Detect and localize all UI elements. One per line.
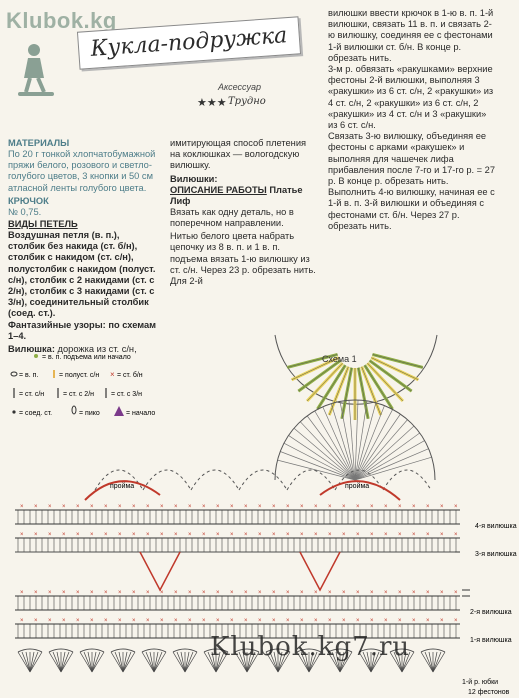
row-sc-mark: ×: [132, 504, 136, 510]
row-sc-mark: ×: [104, 590, 108, 596]
festoons-label: 12 фестонов: [468, 689, 510, 696]
lower-fan-stitch: [355, 406, 384, 480]
scallop-continued: имитирующая способ плетения на коклюшках — вологодскую вилюшку.: [170, 138, 307, 171]
row-sc-mark: ×: [34, 532, 38, 538]
row-sc-mark: ×: [426, 504, 430, 510]
row-sc-mark: ×: [230, 504, 234, 510]
row3-label: 3-я вилюшка: [475, 551, 517, 558]
row-sc-mark: ×: [314, 504, 318, 510]
row-sc-mark: ×: [412, 504, 416, 510]
row-sc-mark: ×: [244, 590, 248, 596]
watermark-bottom: Klubok.kg7.ru: [210, 632, 411, 662]
skirt-shell-stitch: [30, 652, 38, 672]
row-sc-mark: ×: [286, 504, 290, 510]
row-sc-mark: ×: [272, 504, 276, 510]
skirt-shell-top: [173, 649, 197, 652]
row-sc-mark: ×: [342, 504, 346, 510]
row-sc-mark: ×: [76, 590, 80, 596]
fantasy-patterns: Фантазийные узоры: по схемам 1–4.: [8, 319, 157, 341]
skirt-shell-top: [49, 649, 73, 652]
row-sc-mark: ×: [300, 618, 304, 624]
row-sc-mark: ×: [370, 590, 374, 596]
row-sc-mark: ×: [300, 590, 304, 596]
row-sc-mark: ×: [76, 618, 80, 624]
row-sc-mark: ×: [244, 532, 248, 538]
row-sc-mark: ×: [104, 618, 108, 624]
row-sc-mark: ×: [398, 532, 402, 538]
row-sc-mark: ×: [160, 618, 164, 624]
materials-heading: МАТЕРИАЛЫ: [8, 138, 70, 148]
chain-arch: [191, 470, 239, 490]
row-sc-mark: ×: [216, 532, 220, 538]
red-v-left: [140, 552, 180, 590]
row-sc-mark: ×: [118, 618, 122, 624]
row-sc-mark: ×: [48, 590, 52, 596]
row-sc-mark: ×: [454, 590, 458, 596]
legend-slst-text: = соед. ст.: [19, 410, 53, 417]
row-sc-mark: ×: [328, 532, 332, 538]
row-sc-mark: ×: [202, 590, 206, 596]
row-sc-mark: ×: [160, 590, 164, 596]
skirt-shell-top: [111, 649, 135, 652]
dress-label: Платье: [269, 184, 303, 195]
row-sc-mark: ×: [384, 504, 388, 510]
skirt-shell-stitch: [22, 652, 30, 672]
row-sc-mark: ×: [104, 532, 108, 538]
row-sc-mark: ×: [132, 532, 136, 538]
skirt-shell-stitch: [53, 652, 61, 672]
row-sc-mark: ×: [370, 532, 374, 538]
legend-hdc-text: = полуст. с/н: [59, 372, 100, 379]
row-sc-mark: ×: [132, 618, 136, 624]
skirt-shell-stitch: [177, 652, 185, 672]
row-sc-mark: ×: [62, 532, 66, 538]
row-sc-mark: ×: [216, 590, 220, 596]
lower-fan-stitch: [300, 422, 355, 480]
legend-sc-text: = ст. б/н: [117, 372, 143, 379]
row-sc-mark: ×: [48, 618, 52, 624]
stitches-heading: ВИДЫ ПЕТЕЛЬ: [8, 219, 78, 230]
row-sc-mark: ×: [230, 618, 234, 624]
row-sc-mark: ×: [160, 504, 164, 510]
row-sc-mark: ×: [370, 618, 374, 624]
skirt-shell-top: [142, 649, 166, 652]
row-sc-mark: ×: [62, 504, 66, 510]
row-sc-mark: ×: [440, 532, 444, 538]
row-sc-mark: ×: [342, 590, 346, 596]
row-sc-mark: ×: [314, 618, 318, 624]
row-sc-mark: ×: [118, 532, 122, 538]
skirt-shell-top: [80, 649, 104, 652]
legend-tr-text: = ст. с 2/н: [63, 391, 95, 398]
instructions-p2: 3-м р. обвязать «ракушками» верхние фестоны 2-й вилюшки, выполняя 3 «ракушки» из 6 ст. с/н, 2 «ракушки» из 4 ст. с/н, 2 «ракушки» из 6 ст. с/н, 2 «ракушки» из 4 ст. с/н и 3 «ракушки» из 6 ст. с/н.: [328, 64, 494, 131]
row-sc-mark: ×: [230, 532, 234, 538]
row-sc-mark: ×: [244, 618, 248, 624]
row-sc-mark: ×: [146, 532, 150, 538]
row-sc-mark: ×: [90, 504, 94, 510]
bodice-label: Лиф: [170, 195, 191, 206]
skirt-shell-top: [18, 649, 42, 652]
cup-petal-line: [358, 368, 368, 419]
row-sc-mark: ×: [328, 590, 332, 596]
row-sc-mark: ×: [258, 590, 262, 596]
row-sc-mark: ×: [132, 590, 136, 596]
description-column: [170, 138, 318, 287]
row-sc-mark: ×: [356, 618, 360, 624]
row-sc-mark: ×: [328, 504, 332, 510]
row-sc-mark: ×: [426, 532, 430, 538]
row-sc-mark: ×: [202, 504, 206, 510]
row-sc-mark: ×: [384, 590, 388, 596]
lower-fan-stitch: [355, 457, 432, 480]
chain-arches: [85, 470, 431, 500]
skirt-shell-stitch: [115, 652, 123, 672]
row-sc-mark: ×: [426, 590, 430, 596]
row-sc-mark: ×: [398, 618, 402, 624]
row-sc-mark: ×: [216, 618, 220, 624]
row-sc-mark: ×: [62, 590, 66, 596]
row-sc-mark: ×: [104, 504, 108, 510]
skirt-shell-stitch: [154, 652, 162, 672]
row-sc-mark: ×: [440, 590, 444, 596]
row-sc-mark: ×: [272, 618, 276, 624]
lower-fan-stitch: [355, 426, 414, 480]
row-sc-mark: ×: [342, 532, 346, 538]
row-sc-mark: ×: [76, 504, 80, 510]
row-sc-mark: ×: [286, 532, 290, 538]
page-title: Кукла-подружка: [89, 23, 289, 62]
bodice-cup-fan: [275, 335, 437, 420]
materials-text: По 20 г тонкой хлопчатобумажной пряжи белого, розового и светло-голубого цветов, 3 кнопки и 50 см атласной ленты голубого цвета.: [8, 149, 156, 193]
row-sc-mark: ×: [370, 504, 374, 510]
skirt-shell-stitch: [185, 652, 193, 672]
row-sc-mark: ×: [342, 618, 346, 624]
row-sc-mark: ×: [384, 618, 388, 624]
hook-text: № 0,75.: [8, 206, 42, 217]
row-sc-mark: ×: [412, 532, 416, 538]
row-sc-mark: ×: [34, 504, 38, 510]
armhole-label-right: пройма: [345, 483, 370, 490]
row-sc-mark: ×: [34, 618, 38, 624]
watermark-logo: Klubok.kg: [6, 8, 117, 33]
row-sc-mark: ×: [90, 618, 94, 624]
row-sc-mark: ×: [174, 504, 178, 510]
scheme-label: Схема 1: [322, 354, 357, 364]
row-sc-mark: ×: [272, 532, 276, 538]
legend-start-text: = начало: [126, 410, 156, 417]
category-label: Аксессуар: [218, 82, 261, 92]
chain-arch: [383, 470, 431, 490]
skirt-shell-stitch: [92, 652, 100, 672]
row4-label: 4-я вилюшка: [475, 523, 517, 530]
legend-chain-text: = в. п.: [19, 372, 39, 379]
row-sc-mark: ×: [188, 532, 192, 538]
row-sc-mark: ×: [440, 618, 444, 624]
row-sc-mark: ×: [356, 532, 360, 538]
instructions-column: [328, 8, 498, 232]
row-sc-mark: ×: [356, 590, 360, 596]
chain-arch: [239, 470, 287, 490]
legend-dtr-text: = ст. с 3/н: [111, 391, 143, 398]
stitches-text: Воздушная петля (в. п.), столбик без накида (ст. б/н), столбик с накидом (ст. с/н), полустолбик с накидом (полуст. с/н), столбик с 2 накидами (ст. с 2/н), столбик с 3 накидами (ст. с 3/н), соединительный столбик (соед. ст.).: [8, 230, 156, 319]
lower-fan-stitch: [280, 451, 355, 480]
row-sc-mark: ×: [440, 504, 444, 510]
row-sc-mark: ×: [20, 504, 24, 510]
row-sc-mark: ×: [258, 532, 262, 538]
instructions-p4: Выполнить 4-ю вилюшку, начиная ее с 1-й в. п. 3-й вилюшки и объединяя с фестонами ст. б/н. Через 27 р. обрезать нить.: [328, 187, 495, 231]
row-sc-mark: ×: [20, 532, 24, 538]
row-sc-mark: ×: [454, 504, 458, 510]
description-p1: Вязать как одну деталь, но в поперечном направлении.: [170, 206, 294, 229]
row-sc-mark: ×: [90, 590, 94, 596]
red-v-right: [300, 552, 340, 590]
skirt-shell-stitch: [425, 652, 433, 672]
row-sc-mark: ×: [146, 618, 150, 624]
row-sc-mark: ×: [356, 504, 360, 510]
chain-arch: [143, 470, 191, 490]
row-sc-mark: ×: [384, 532, 388, 538]
difficulty-label: Трудно: [228, 96, 266, 107]
row-sc-mark: ×: [300, 504, 304, 510]
row-sc-mark: ×: [412, 618, 416, 624]
row-sc-mark: ×: [160, 532, 164, 538]
skirt-shell-stitch: [433, 652, 441, 672]
row-sc-mark: ×: [34, 590, 38, 596]
scallop-rows: [15, 504, 460, 638]
row-sc-mark: ×: [454, 618, 458, 624]
instructions-p3: Связать 3-ю вилюшку, объединяя ее фестоны с арками «ракушек» и выполняя для чашечек лифа прибавления после 7-го и 17-го р. = 27 р. В конце р. обрезать нить.: [328, 131, 496, 187]
row-sc-mark: ×: [48, 504, 52, 510]
row-sc-mark: ×: [314, 590, 318, 596]
row1-label: 1-я вилюшка: [470, 637, 512, 644]
description-p2: Нитью белого цвета набрать цепочку из 8 в. п. и 1 в. п. подъема вязать 1-ю вилюшку из ст. с/н. Через 23 р. обрезать нить. Для 2-й: [170, 231, 316, 287]
skirt-shell-stitch: [61, 652, 69, 672]
hook-heading: КРЮЧОК: [8, 195, 49, 206]
row-sc-mark: ×: [118, 504, 122, 510]
row-sc-mark: ×: [118, 590, 122, 596]
row-sc-mark: ×: [20, 590, 24, 596]
row-sc-mark: ×: [146, 590, 150, 596]
row-sc-mark: ×: [174, 618, 178, 624]
row-sc-mark: ×: [286, 590, 290, 596]
legend-dc-text: = ст. с/н: [19, 391, 45, 398]
skirt-row-label: 1-й р. юбки: [462, 679, 499, 686]
skirt-shell-stitch: [146, 652, 154, 672]
row-sc-mark: ×: [328, 618, 332, 624]
girl-skating-icon: [10, 40, 60, 100]
skirt-shell-top: [421, 649, 445, 652]
row-sc-mark: ×: [230, 590, 234, 596]
description-heading: ОПИСАНИЕ РАБОТЫ: [170, 184, 267, 195]
row-sc-mark: ×: [202, 618, 206, 624]
lower-fan-stitch: [340, 401, 355, 480]
row-sc-mark: ×: [174, 590, 178, 596]
svg-text:×: ×: [110, 370, 115, 379]
row2-label: 2-я вилюшка: [470, 609, 512, 616]
row-sc-mark: ×: [398, 504, 402, 510]
skirt-shell-stitch: [84, 652, 92, 672]
row-sc-mark: ×: [412, 590, 416, 596]
row-sc-mark: ×: [216, 504, 220, 510]
row-sc-mark: ×: [286, 618, 290, 624]
row-sc-mark: ×: [62, 618, 66, 624]
row-sc-mark: ×: [454, 532, 458, 538]
instructions-p1: вилюшки ввести крючок в 1-ю в. п. 1-й вилюшки, связать 11 в. п. и связать 2-ю вилюшку, соединяя ее с фестонами 1-й вилюшки ст. б/н. В конце р. обрезать нить.: [328, 8, 494, 63]
row-sc-mark: ×: [258, 618, 262, 624]
armhole-label-left: пройма: [110, 483, 135, 490]
row-sc-mark: ×: [202, 532, 206, 538]
row-sc-mark: ×: [272, 590, 276, 596]
row-sc-mark: ×: [244, 504, 248, 510]
row-sc-mark: ×: [48, 532, 52, 538]
row-sc-mark: ×: [76, 532, 80, 538]
scallop-label: Вилюшка:: [8, 344, 55, 355]
row-sc-mark: ×: [188, 618, 192, 624]
legend-lift-text: = в. п. подъема или начало: [42, 354, 131, 361]
skirt-shell-stitch: [123, 652, 131, 672]
row-sc-mark: ×: [398, 590, 402, 596]
row-sc-mark: ×: [258, 504, 262, 510]
row-sc-mark: ×: [300, 532, 304, 538]
row-sc-mark: ×: [174, 532, 178, 538]
arrow-icon: [462, 590, 470, 596]
row-sc-mark: ×: [146, 504, 150, 510]
row-sc-mark: ×: [188, 590, 192, 596]
scallops-label: Вилюшки:: [170, 173, 218, 184]
difficulty-stars: ★★★: [197, 97, 227, 109]
cup-petal-line: [342, 368, 352, 419]
row-sc-mark: ×: [20, 618, 24, 624]
row-sc-mark: ×: [314, 532, 318, 538]
scallop-text: дорожка из ст. с/н,: [57, 344, 137, 355]
row-sc-mark: ×: [426, 618, 430, 624]
row-sc-mark: ×: [90, 532, 94, 538]
row-sc-mark: ×: [188, 504, 192, 510]
legend-picot-text: = пико: [79, 410, 100, 417]
